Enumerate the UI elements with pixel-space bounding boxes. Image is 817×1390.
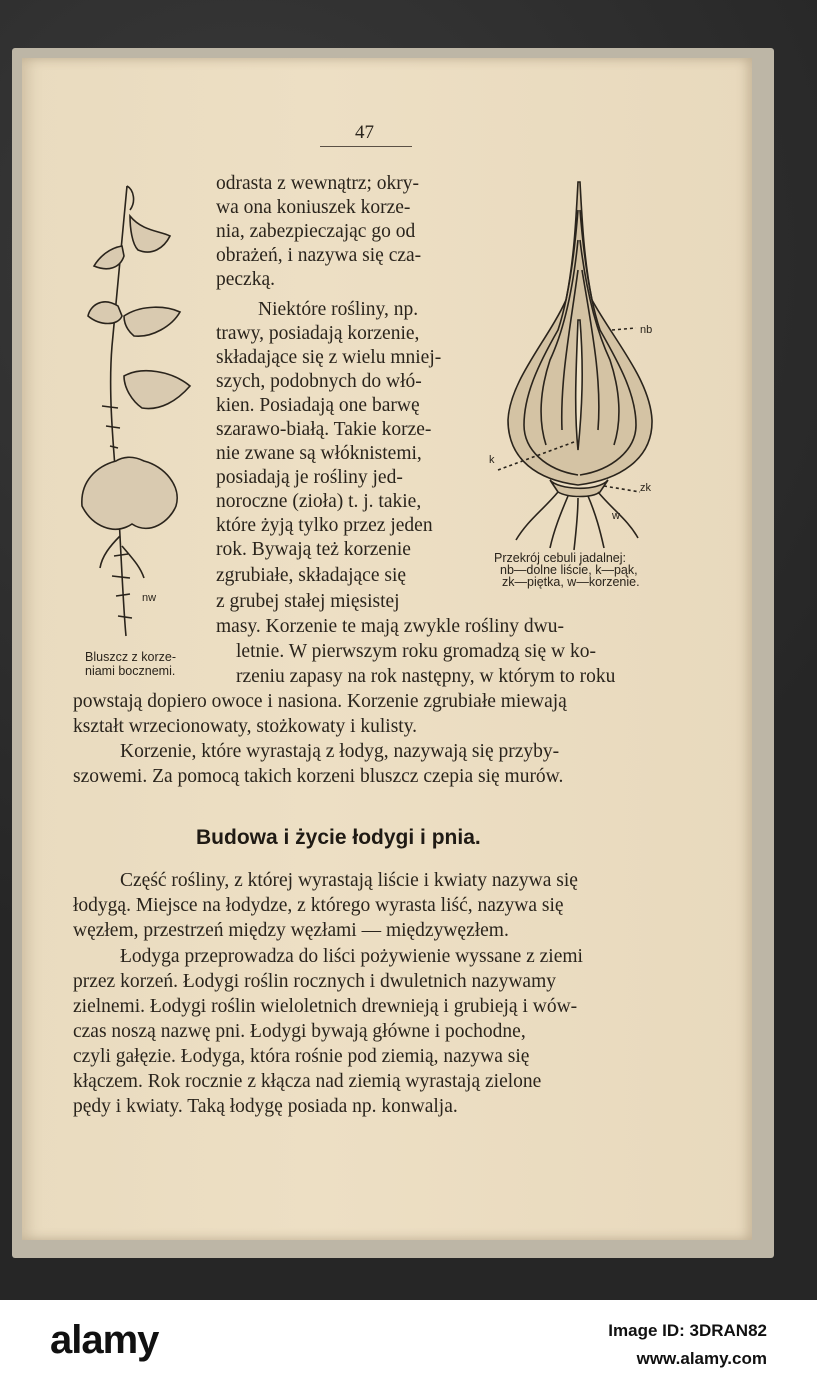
onion-caption-line-2: nb—dolne liście, k—pąk, [500,563,638,577]
site-url-text: www.alamy.com [636,1349,767,1368]
body-line-7: trawy, posiadają korzenie, [216,323,420,344]
body-line-4: obrażeń, i nazywa się cza- [216,245,422,266]
onion-label-k: k [489,454,495,466]
body-line-18: z grubej stałej mięsistej [216,591,400,612]
body-line-10: kien. Posiadają one barwę [216,395,420,416]
section-line-4: Łodyga przeprowadza do liści pożywienie wyssane z ziemi [120,946,583,967]
body-line-25: szowemi. Za pomocą takich korzeni bluszcz czepia się murów. [73,766,564,787]
body-line-13: posiadają je rośliny jed- [216,467,403,488]
section-line-9: kłączem. Rok rocznie z kłącza nad ziemią wyrastają zielone [73,1071,542,1092]
body-line-22: powstają dopiero owoce i nasiona. Korzenie zgrubiałe miewają [73,691,567,712]
onion-illustration [488,180,668,550]
section-line-6: zielnemi. Łodygi roślin wieloletnich drewnieją i grubieją i wów- [73,996,578,1017]
ivy-label-nw: nw [142,592,157,604]
book-page [22,58,752,1240]
body-line-21: rzeniu zapasy na rok następny, w którym to roku [236,666,616,687]
body-line-2: wa ona koniuszek korze- [216,197,411,218]
onion-caption-line-1: Przekrój cebuli jadalnej: [494,551,627,565]
onion-label-zk: zk [640,482,651,494]
body-line-5: peczką. [216,269,275,290]
section-line-5: przez korzeń. Łodygi roślin rocznych i dwuletnich nazywamy [73,971,556,992]
body-line-14: noroczne (zioła) t. j. takie, [216,491,422,512]
page-number-rule [320,146,412,147]
page-number: 47 [355,122,374,143]
ivy-caption-line-1: Bluszcz z korze- [85,650,176,664]
onion-label-nb: nb [640,324,653,336]
section-line-10: pędy i kwiaty. Taką łodygę posiada np. konwalja. [73,1096,458,1117]
body-line-3: nia, zabezpieczając go od [216,221,416,242]
body-line-19: masy. Korzenie te mają zwykle rośliny dwu- [216,616,565,637]
body-line-12: nie zwane są włóknistemi, [216,443,422,464]
section-line-7: czas noszą nazwę pni. Łodygi bywają główne i pochodne, [73,1021,526,1042]
body-line-11: szarawo-białą. Takie korze- [216,419,432,440]
section-heading: Budowa i życie łodygi i pnia. [196,826,481,849]
alamy-logo: alamy [50,1318,159,1362]
body-line-8: składające się z wielu mniej- [216,347,442,368]
section-line-1: Część rośliny, z której wyrastają liście i kwiaty nazywa się [120,870,578,891]
section-line-2: łodygą. Miejsce na łodydze, z którego wyrasta liść, nazywa się [73,895,564,916]
body-line-24: Korzenie, które wyrastają z łodyg, nazywają się przyby- [120,741,560,762]
image-id-text: Image ID: 3DRAN82 [608,1321,767,1340]
ivy-illustration [72,176,212,646]
onion-caption-line-3: zk—piętka, w—korzenie. [502,575,640,589]
body-line-15: które żyją tylko przez jeden [216,515,433,536]
section-line-8: czyli gałęzie. Łodyga, która rośnie pod ziemią, nazywa się [73,1046,530,1067]
body-line-23: kształt wrzecionowaty, stożkowaty i kulisty. [73,716,418,737]
body-line-20: letnie. W pierwszym roku gromadzą się w ko- [236,641,596,662]
body-line-1: odrasta z wewnątrz; okry- [216,173,420,194]
body-line-17: zgrubiałe, składające się [216,565,407,586]
body-line-6: Niektóre rośliny, np. [258,299,419,320]
ivy-caption-line-2: niami bocznemi. [85,664,176,678]
body-line-9: szych, podobnych do włó- [216,371,422,392]
section-line-3: węzłem, przestrzeń między węzłami — międzywęzłem. [73,920,509,941]
body-line-16: rok. Bywają też korzenie [216,539,411,560]
onion-label-w: w [612,510,620,522]
